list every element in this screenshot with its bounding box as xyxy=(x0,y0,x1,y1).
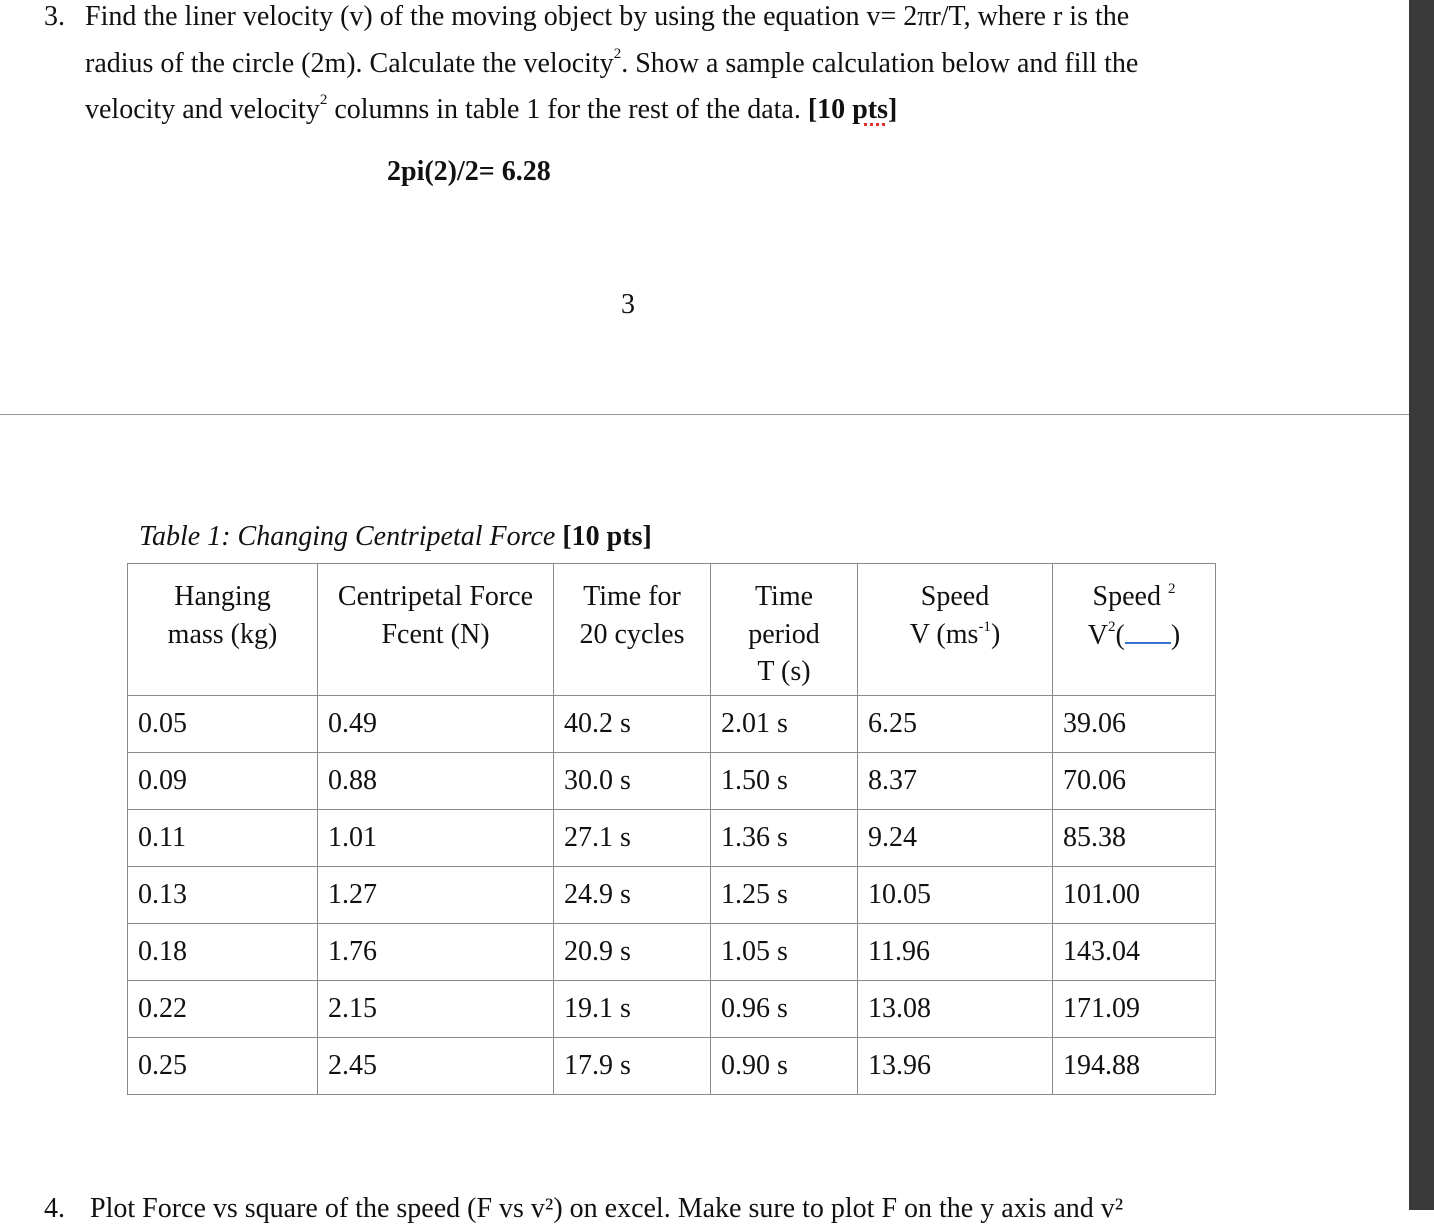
cell-time-period[interactable]: 0.96 s xyxy=(711,981,858,1038)
cell-centripetal-force[interactable]: 1.76 xyxy=(318,924,554,981)
cell-time-20-cycles[interactable]: 30.0 s xyxy=(554,753,711,810)
question-4 xyxy=(44,1192,1124,1226)
header-time-20-cycles[interactable]: Time for 20 cycles xyxy=(554,564,711,696)
cell-time-period[interactable]: 2.01 s xyxy=(711,696,858,753)
table-row xyxy=(128,924,1216,981)
cell-speed-squared[interactable]: 85.38 xyxy=(1053,810,1216,867)
table-row xyxy=(128,753,1216,810)
superscript-2: 2 xyxy=(319,92,328,108)
cell-time-20-cycles[interactable]: 19.1 s xyxy=(554,981,711,1038)
cell-hanging-mass[interactable]: 0.25 xyxy=(128,1038,318,1095)
cell-speed-squared[interactable]: 171.09 xyxy=(1053,981,1216,1038)
cell-speed-squared[interactable]: 143.04 xyxy=(1053,924,1216,981)
cell-centripetal-force[interactable]: 1.01 xyxy=(318,810,554,867)
superscript-2: 2 xyxy=(613,45,622,62)
cell-time-20-cycles[interactable]: 40.2 s xyxy=(554,696,711,753)
cell-hanging-mass[interactable]: 0.18 xyxy=(128,924,318,981)
cell-time-20-cycles[interactable]: 17.9 s xyxy=(554,1038,711,1095)
cell-centripetal-force[interactable]: 1.27 xyxy=(318,867,554,924)
cell-time-period[interactable]: 1.36 s xyxy=(711,810,858,867)
cell-speed-squared[interactable]: 70.06 xyxy=(1053,753,1216,810)
points-label: [10 pts] xyxy=(807,94,898,125)
table-caption-title: Table 1: Changing Centripetal Force xyxy=(139,521,556,552)
header-speed[interactable]: Speed V $(ms^{-1})$ xyxy=(858,564,1053,696)
cell-time-period[interactable]: 1.25 s xyxy=(711,867,858,924)
cell-speed[interactable]: 9.24 xyxy=(858,810,1053,867)
cell-speed-squared[interactable]: 194.88 xyxy=(1053,1038,1216,1095)
cell-hanging-mass[interactable]: 0.22 xyxy=(128,981,318,1038)
cell-centripetal-force[interactable]: 2.45 xyxy=(318,1038,554,1095)
cell-speed-squared[interactable]: 39.06 xyxy=(1053,696,1216,753)
table-row xyxy=(128,867,1216,924)
cell-centripetal-force[interactable]: 2.15 xyxy=(318,981,554,1038)
cell-time-20-cycles[interactable]: 27.1 s xyxy=(554,810,711,867)
data-table xyxy=(127,563,1216,1095)
cell-speed[interactable]: 8.37 xyxy=(858,753,1053,810)
cell-speed-squared[interactable]: 101.00 xyxy=(1053,867,1216,924)
table-caption-points: [10 pts] xyxy=(562,521,652,552)
cell-speed[interactable]: 13.96 xyxy=(858,1038,1053,1095)
cell-speed[interactable]: 13.08 xyxy=(858,981,1053,1038)
cell-speed[interactable]: 6.25 xyxy=(858,696,1053,753)
table-header-row xyxy=(128,564,1216,696)
table-row xyxy=(128,1038,1216,1095)
cell-time-20-cycles[interactable]: 20.9 s xyxy=(554,924,711,981)
question-line-2a: radius of the circle (2m). Calculate the velocity xyxy=(85,47,614,79)
cell-centripetal-force[interactable]: 0.49 xyxy=(318,696,554,753)
question-number: 3. xyxy=(44,1,65,32)
question-number: 4. xyxy=(44,1193,65,1224)
cell-speed[interactable]: 11.96 xyxy=(858,924,1053,981)
cell-time-period[interactable]: 1.05 s xyxy=(711,924,858,981)
question-line-1: Find the liner velocity (v) of the moving object by using the equation v= 2πr/T, where r is the xyxy=(85,1,1130,32)
cell-centripetal-force[interactable]: 0.88 xyxy=(318,753,554,810)
page-break-line xyxy=(0,414,1409,415)
spellcheck-word[interactable]: pts xyxy=(852,94,888,125)
page-number: 3 xyxy=(621,289,635,320)
cell-hanging-mass[interactable]: 0.09 xyxy=(128,753,318,810)
question-text: Plot Force vs square of the speed (F vs v²) on excel. Make sure to plot F on the y axis and v² xyxy=(90,1193,1124,1224)
cell-hanging-mass[interactable]: 0.05 xyxy=(128,696,318,753)
header-time-period[interactable]: Time period T (s) xyxy=(711,564,858,696)
question-line-3a: velocity and velocity xyxy=(85,94,320,125)
cell-time-period[interactable]: 1.50 s xyxy=(711,753,858,810)
sample-calculation[interactable]: 2pi(2)/2= 6.28 xyxy=(387,156,551,187)
cell-time-period[interactable]: 0.90 s xyxy=(711,1038,858,1095)
header-hanging-mass[interactable]: Hanging mass (kg) xyxy=(128,564,318,696)
table-caption xyxy=(139,520,652,554)
header-speed-squared[interactable]: Speed $^2$ $V^2$( ) xyxy=(1053,564,1216,696)
table-row xyxy=(128,981,1216,1038)
cell-speed[interactable]: 10.05 xyxy=(858,867,1053,924)
question-line-2b: . Show a sample calculation below and fill the xyxy=(621,47,1139,79)
header-centripetal-force[interactable]: Centripetal Force Fcent (N) xyxy=(318,564,554,696)
cell-hanging-mass[interactable]: 0.13 xyxy=(128,867,318,924)
cell-hanging-mass[interactable]: 0.11 xyxy=(128,810,318,867)
vertical-scrollbar[interactable] xyxy=(1409,0,1434,1210)
table-row xyxy=(128,696,1216,753)
table-row xyxy=(128,810,1216,867)
question-text xyxy=(85,0,1225,134)
question-line-3b: columns in table 1 for the rest of the data. xyxy=(327,94,808,125)
unit-blank-field[interactable] xyxy=(1125,616,1171,644)
cell-time-20-cycles[interactable]: 24.9 s xyxy=(554,867,711,924)
